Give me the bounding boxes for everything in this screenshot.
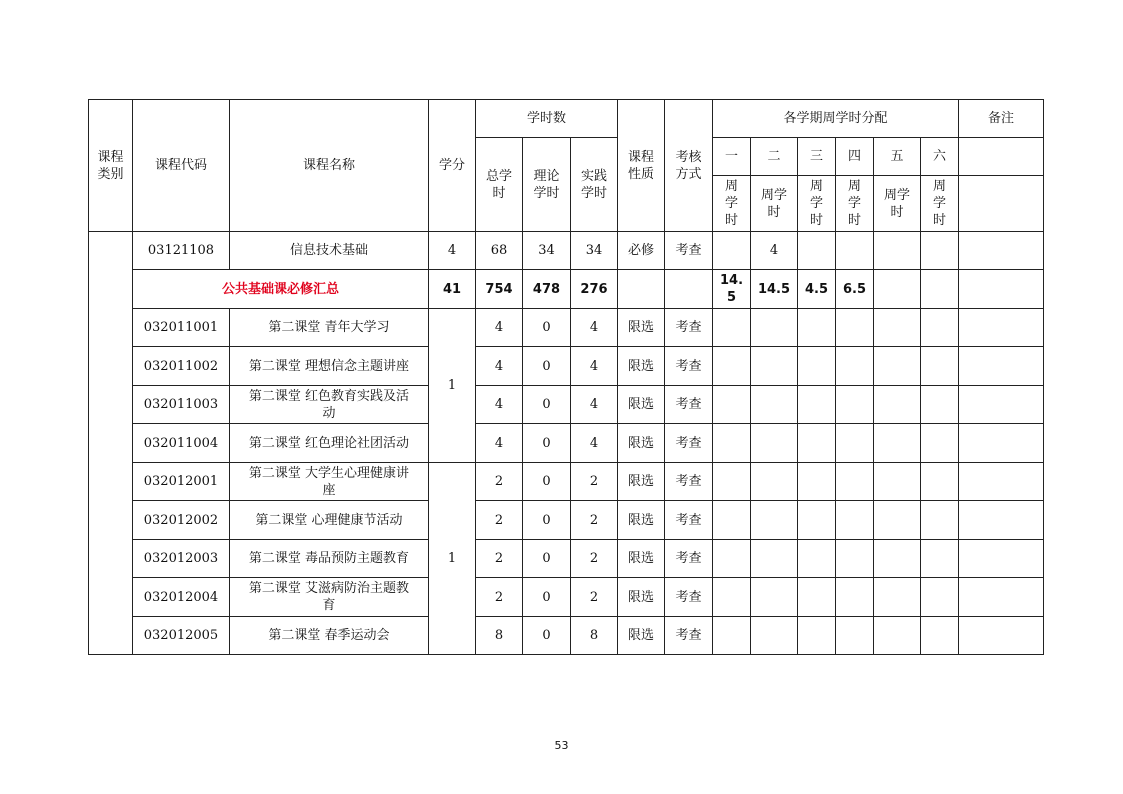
- course-nature: 限选: [618, 578, 665, 617]
- course-practice: 2: [571, 578, 618, 617]
- course-total: 4: [476, 424, 523, 463]
- sem-2: 4: [751, 232, 798, 270]
- header-assessment: 考核 方式: [665, 100, 713, 232]
- header-nature: 课程 性质: [618, 100, 665, 232]
- header-remarks-blank-2: [959, 176, 1044, 232]
- course-total: 2: [476, 463, 523, 501]
- course-theory: 0: [523, 347, 571, 386]
- course-theory: 0: [523, 386, 571, 424]
- header-weekly-4: 周 学 时: [836, 176, 874, 232]
- course-total: 2: [476, 501, 523, 540]
- course-assessment: 考查: [665, 232, 713, 270]
- course-name: 第二课堂 春季运动会: [230, 617, 429, 655]
- header-semester-1: 一: [713, 138, 751, 176]
- course-nature: 限选: [618, 424, 665, 463]
- course-assessment: 考查: [665, 617, 713, 655]
- summary-sem-3: 4.5: [798, 270, 836, 309]
- course-total: 4: [476, 309, 523, 347]
- course-practice: 2: [571, 540, 618, 578]
- course-nature: 限选: [618, 463, 665, 501]
- header-hours-group: 学时数: [476, 100, 618, 138]
- course-practice: 4: [571, 309, 618, 347]
- course-name: 第二课堂 心理健康节活动: [230, 501, 429, 540]
- course-assessment: 考查: [665, 463, 713, 501]
- course-total: 8: [476, 617, 523, 655]
- course-name: 第二课堂 红色理论社团活动: [230, 424, 429, 463]
- course-practice: 4: [571, 386, 618, 424]
- sem-1: [713, 232, 751, 270]
- table-row: [89, 309, 1044, 347]
- course-assessment: 考查: [665, 424, 713, 463]
- summary-sem-4: 6.5: [836, 270, 874, 309]
- course-name: 第二课堂 青年大学习: [230, 309, 429, 347]
- header-practice-hours: 实践 学时: [571, 138, 618, 232]
- table-row: [89, 347, 1044, 386]
- table-row: [89, 540, 1044, 578]
- curriculum-table: [88, 99, 1044, 655]
- course-nature: 限选: [618, 540, 665, 578]
- course-code: 032011003: [133, 386, 230, 424]
- course-assessment: 考查: [665, 386, 713, 424]
- table-row: [89, 386, 1044, 424]
- header-semester-6: 六: [921, 138, 959, 176]
- course-theory: 0: [523, 463, 571, 501]
- course-assessment: 考查: [665, 309, 713, 347]
- table-row: [89, 578, 1044, 617]
- summary-credit: 41: [429, 270, 476, 309]
- table-row: [89, 463, 1044, 501]
- summary-practice: 276: [571, 270, 618, 309]
- course-nature: 限选: [618, 386, 665, 424]
- header-weekly-5: 周学 时: [874, 176, 921, 232]
- course-practice: 2: [571, 501, 618, 540]
- course-code: 032011002: [133, 347, 230, 386]
- table-row: [89, 617, 1044, 655]
- header-semester-3: 三: [798, 138, 836, 176]
- course-name: 第二课堂 红色教育实践及活 动: [230, 386, 429, 424]
- course-code: 032012003: [133, 540, 230, 578]
- header-weekly-6: 周 学 时: [921, 176, 959, 232]
- summary-theory: 478: [523, 270, 571, 309]
- course-nature: 限选: [618, 501, 665, 540]
- course-code: 032012002: [133, 501, 230, 540]
- course-name: 第二课堂 大学生心理健康讲 座: [230, 463, 429, 501]
- course-assessment: 考查: [665, 347, 713, 386]
- course-theory: 0: [523, 424, 571, 463]
- header-theory-hours: 理论 学时: [523, 138, 571, 232]
- course-total: 68: [476, 232, 523, 270]
- header-weekly-3: 周 学 时: [798, 176, 836, 232]
- group1-credit: 1: [429, 309, 476, 463]
- course-practice: 4: [571, 424, 618, 463]
- header-weekly-1: 周 学 时: [713, 176, 751, 232]
- course-practice: 2: [571, 463, 618, 501]
- header-credit: 学分: [429, 100, 476, 232]
- table-row: [89, 424, 1044, 463]
- header-semester-group: 各学期周学时分配: [713, 100, 959, 138]
- course-practice: 34: [571, 232, 618, 270]
- course-practice: 4: [571, 347, 618, 386]
- header-code: 课程代码: [133, 100, 230, 232]
- course-assessment: 考查: [665, 540, 713, 578]
- header-category: 课程 类别: [89, 100, 133, 232]
- course-theory: 0: [523, 540, 571, 578]
- course-code: 032012001: [133, 463, 230, 501]
- course-assessment: 考查: [665, 501, 713, 540]
- course-theory: 0: [523, 578, 571, 617]
- header-total-hours: 总学 时: [476, 138, 523, 232]
- page-number: 53: [554, 739, 569, 752]
- table-row: [89, 232, 1044, 270]
- course-theory: 0: [523, 501, 571, 540]
- course-code: 03121108: [133, 232, 230, 270]
- course-nature: 必修: [618, 232, 665, 270]
- course-theory: 0: [523, 617, 571, 655]
- course-code: 032012004: [133, 578, 230, 617]
- header-weekly-2: 周学 时: [751, 176, 798, 232]
- summary-row: [89, 270, 1044, 309]
- course-theory: 0: [523, 309, 571, 347]
- header-remarks-blank: [959, 138, 1044, 176]
- course-nature: 限选: [618, 617, 665, 655]
- course-code: 032011001: [133, 309, 230, 347]
- summary-sem-1: 14. 5: [713, 270, 751, 309]
- course-name: 第二课堂 艾滋病防治主题教 育: [230, 578, 429, 617]
- course-name: 第二课堂 理想信念主题讲座: [230, 347, 429, 386]
- course-total: 2: [476, 540, 523, 578]
- course-assessment: 考查: [665, 578, 713, 617]
- summary-total: 754: [476, 270, 523, 309]
- course-nature: 限选: [618, 347, 665, 386]
- course-practice: 8: [571, 617, 618, 655]
- course-name: 第二课堂 毒品预防主题教育: [230, 540, 429, 578]
- course-code: 032011004: [133, 424, 230, 463]
- category-cell: [89, 232, 133, 655]
- course-total: 2: [476, 578, 523, 617]
- group2-credit: 1: [429, 463, 476, 655]
- course-total: 4: [476, 386, 523, 424]
- summary-sem-2: 14.5: [751, 270, 798, 309]
- course-code: 032012005: [133, 617, 230, 655]
- course-credit: 4: [429, 232, 476, 270]
- course-total: 4: [476, 347, 523, 386]
- course-theory: 34: [523, 232, 571, 270]
- header-semester-4: 四: [836, 138, 874, 176]
- table-row: [89, 501, 1044, 540]
- summary-label: 公共基础课必修汇总: [133, 270, 429, 309]
- header-semester-2: 二: [751, 138, 798, 176]
- course-nature: 限选: [618, 309, 665, 347]
- header-name: 课程名称: [230, 100, 429, 232]
- course-name: 信息技术基础: [230, 232, 429, 270]
- header-semester-5: 五: [874, 138, 921, 176]
- header-remarks: 备注: [959, 100, 1044, 138]
